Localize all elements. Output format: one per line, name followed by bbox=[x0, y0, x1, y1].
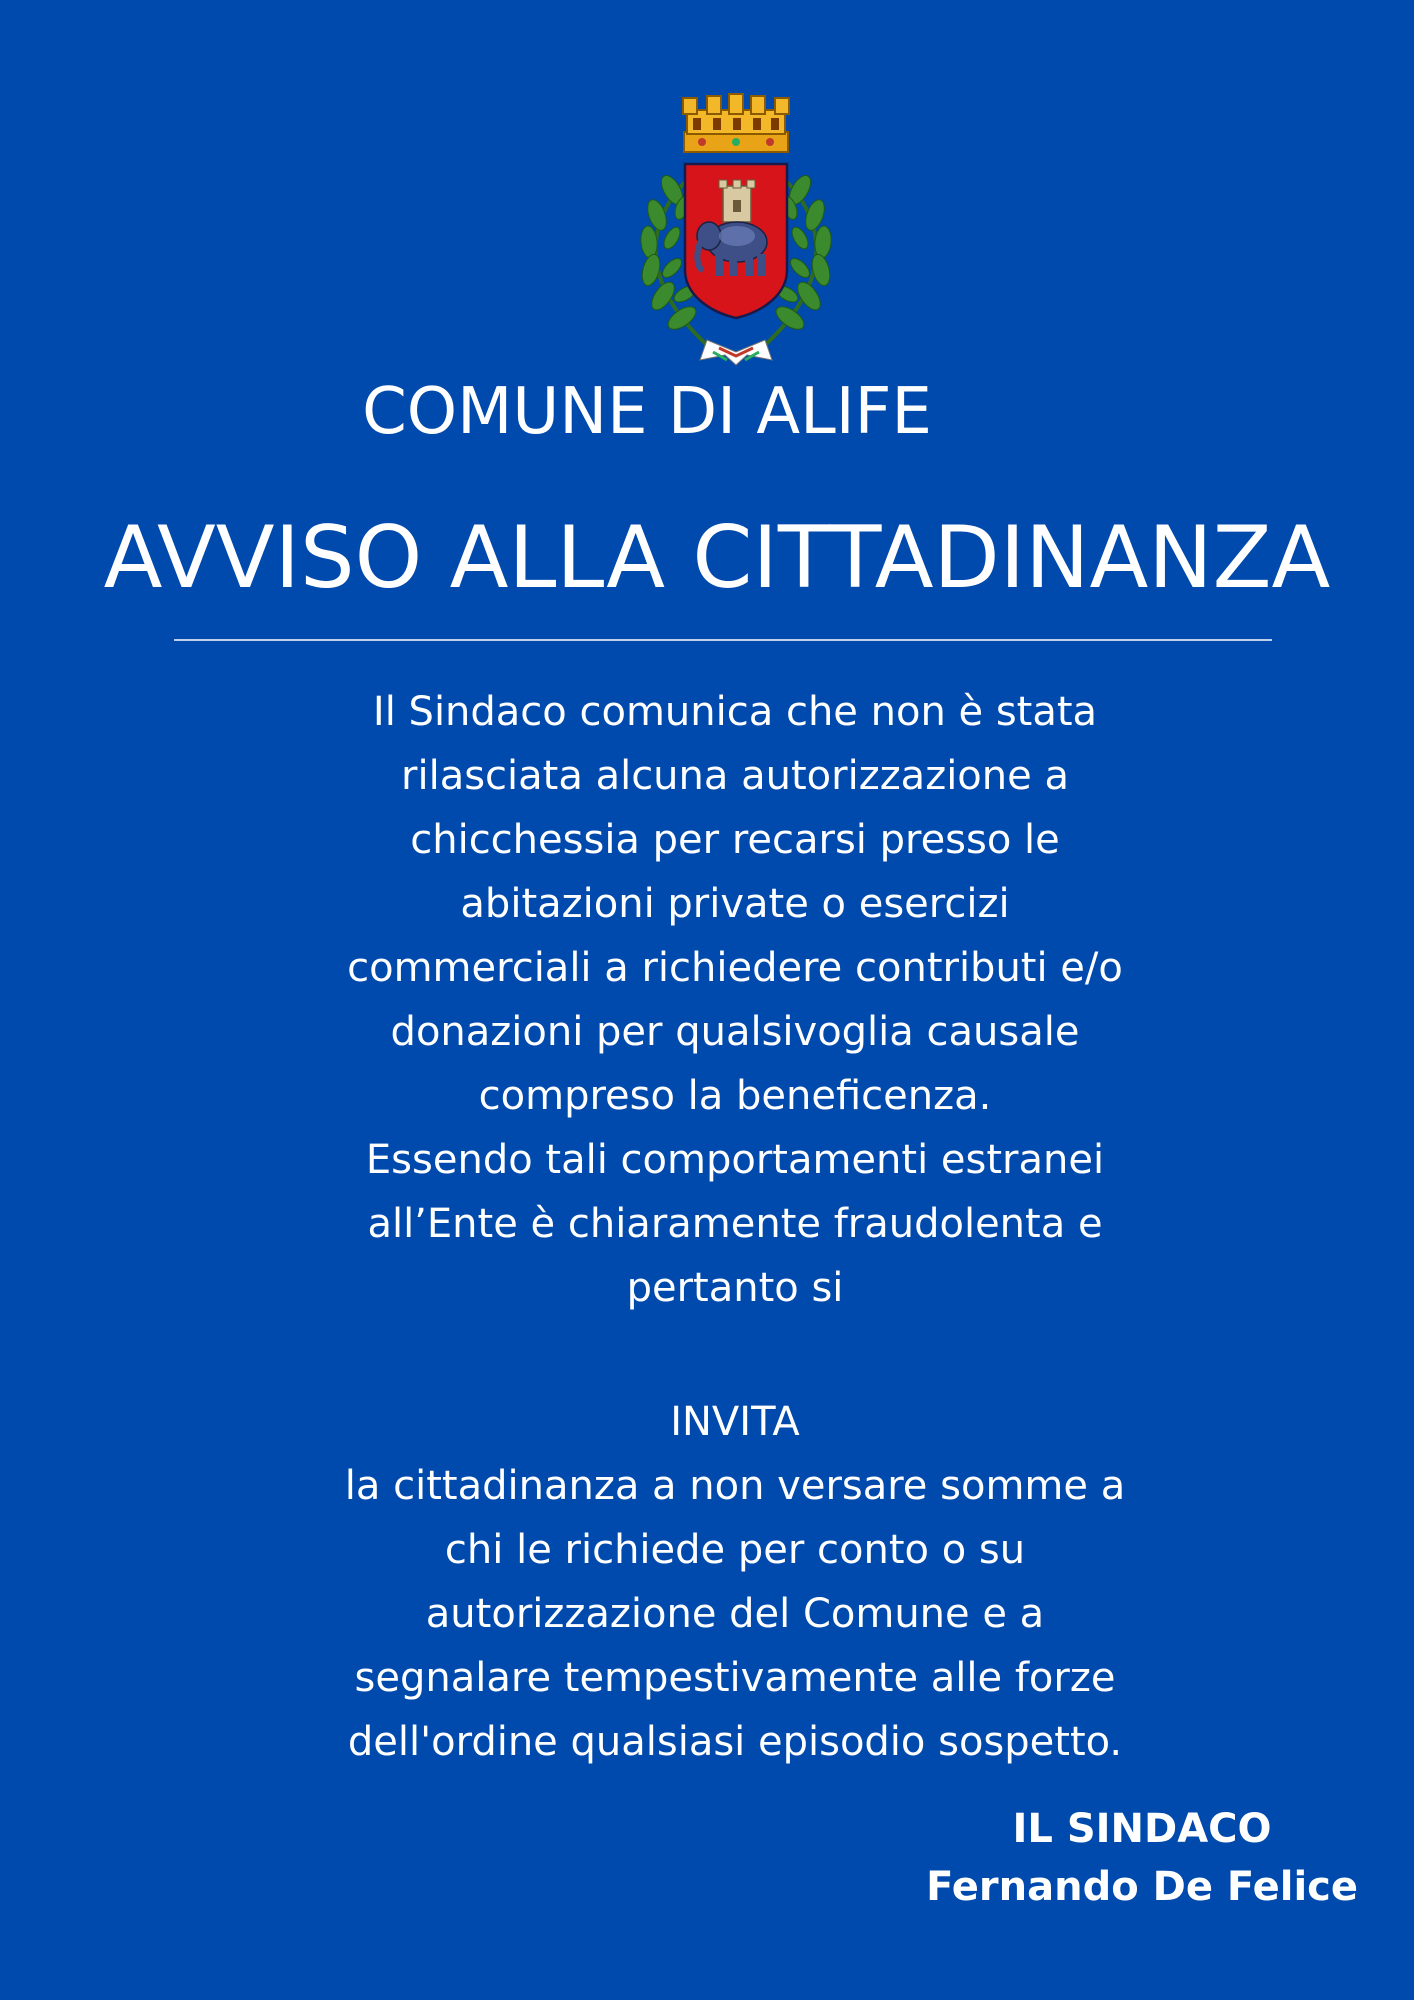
municipality-name: COMUNE DI ALIFE bbox=[362, 375, 932, 449]
title-divider bbox=[174, 639, 1272, 641]
signature-role: IL SINDACO bbox=[1012, 1806, 1272, 1852]
text-line: la cittadinanza a non versare somme a bbox=[344, 1463, 1126, 1509]
text-line: commerciali a richiedere contributi e/o bbox=[347, 945, 1123, 991]
text-line: abitazioni private o esercizi bbox=[460, 881, 1010, 927]
text-line: Essendo tali comportamenti estranei bbox=[365, 1137, 1105, 1183]
text-line: dell'ordine qualsiasi episodio sospetto. bbox=[347, 1719, 1123, 1765]
notice-title: AVVISO ALLA CITTADINANZA bbox=[103, 508, 1331, 608]
shield-icon bbox=[685, 164, 787, 318]
signature-block bbox=[926, 1800, 1358, 1916]
text-line: Il Sindaco comunica che non è stata bbox=[372, 689, 1098, 735]
crown-icon bbox=[683, 94, 789, 152]
text-line: compreso la beneficenza. bbox=[478, 1073, 992, 1119]
text-line: segnalare tempestivamente alle forze bbox=[354, 1655, 1116, 1701]
notice-paragraph-1 bbox=[300, 680, 1170, 1320]
notice-paragraph-2 bbox=[300, 1454, 1170, 1774]
coat-of-arms-icon bbox=[627, 90, 845, 370]
text-line: pertanto si bbox=[626, 1265, 844, 1311]
text-line: donazioni per qualsivoglia causale bbox=[390, 1009, 1080, 1055]
signature-name: Fernando De Felice bbox=[926, 1864, 1358, 1910]
text-line: all’Ente è chiaramente fraudolenta e bbox=[367, 1201, 1103, 1247]
ribbon-icon bbox=[700, 340, 772, 365]
text-line: rilasciata alcuna autorizzazione a bbox=[401, 753, 1069, 799]
invita-heading: INVITA bbox=[670, 1399, 800, 1445]
text-line: chicchessia per recarsi presso le bbox=[410, 817, 1060, 863]
text-line: autorizzazione del Comune e a bbox=[425, 1591, 1045, 1637]
text-line: chi le richiede per conto o su bbox=[444, 1527, 1026, 1573]
